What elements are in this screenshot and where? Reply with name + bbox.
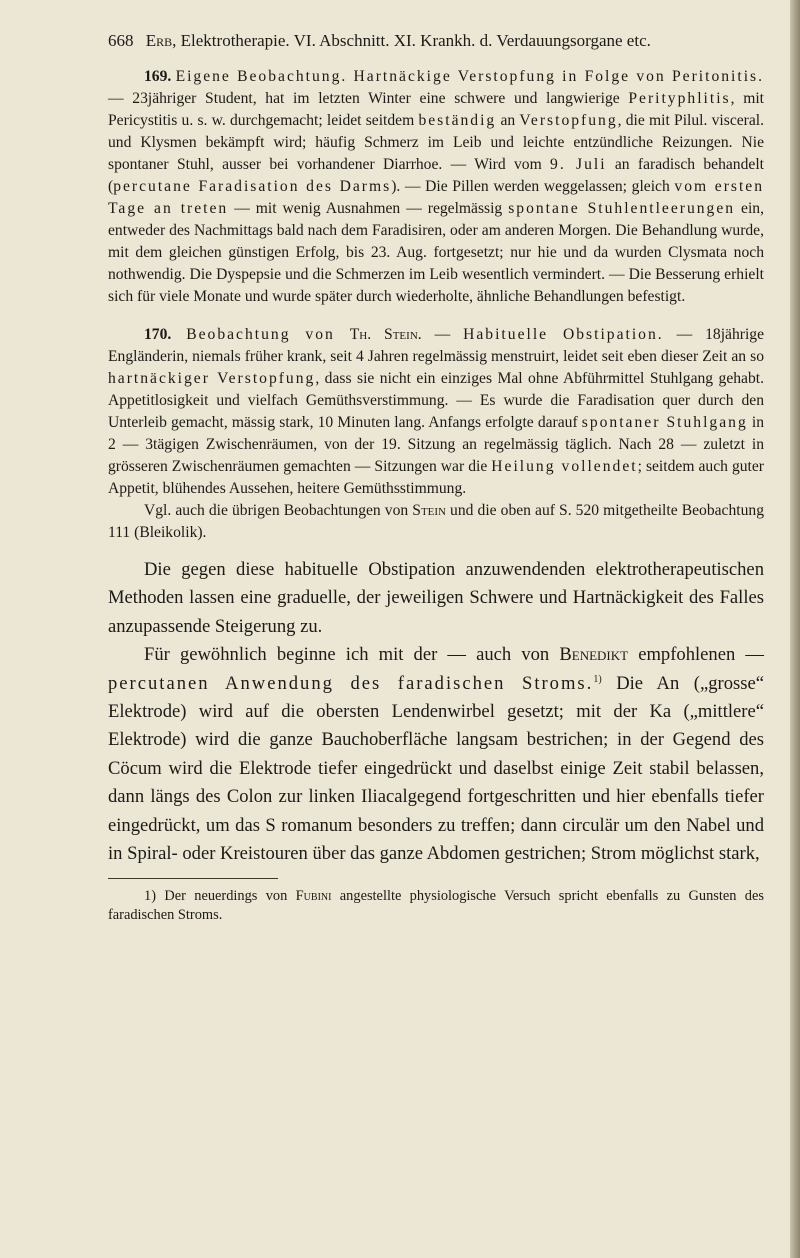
- observation-170: 170. Beobachtung von Th. Stein. — Habituelle Obstipation. — 18jährige Engländerin, niemals früher krank, seit 4 Jahren regelmässig menstruirt, leidet seit eben dieser Zeit an so hartnäckiger Verstopfung, dass sie nicht ein einziges Mal ohne Abführmittel Stuhlgang gehabt. Appetitlosigkeit und vielfach Gemüthsverstimmung. — Es wurde die Faradisation quer durch den Unterleib gemacht, mässig stark, 10 Minuten lang. Anfangs erfolgte darauf spontaner Stuhlgang in 2 — 3tägigen Zwischenräumen, von der 19. Sitzung an regelmässig täglich. Nach 28 — zuletzt in grösseren Zwischenräumen gemachten — Sitzungen war die Heilung vollendet; seitdem auch guter Appetit, blühendes Aussehen, heitere Gemüthsstimmung.: [108, 326, 765, 497]
- observation-169: 169. Eigene Beobachtung. Hartnäckige Verstopfung in Folge von Peritonitis. — 23jähriger Student, hat im letzten Winter eine schwere und langwierige Perityphlitis, mit Pericystitis u. s. w. durchgemacht; leidet seitdem beständig an Verstopfung, die mit Pilul. visceral. und Klysmen bekämpft wird; häufig Schmerz im Leib und leichte entzündliche Reizungen. Nie spontaner Stuhl, ausser bei vorhandener Diarrhoe. — Wird vom 9. Juli an faradisch behandelt (percutane Faradisation des Darms). — Die Pillen werden weggelassen; gleich vom ersten Tage an treten — mit wenig Ausnahmen — regelmässig spontane Stuhlentleerungen ein, entweder des Nachmittags bald nach dem Faradisiren, oder am anderen Morgen. Die Behandlung wurde, mit dem gleichen günstigen Erfolg, bis 23. Aug. fortgesetzt; nur hie und da wurden Clysmata noch nothwendig. Die Dyspepsie und die Schmerzen im Leib wesentlich vermindert. — Die Besserung erhielt sich für viele Monate und wurde später durch wiederholte, ähnliche Behandlungen befestigt.: [108, 68, 765, 305]
- footnote-marker: 1): [593, 673, 602, 685]
- observation-number: 170.: [144, 326, 172, 343]
- page-edge-shadow: [790, 0, 800, 1258]
- running-header: [108, 30, 764, 52]
- main-paragraph-2: Für gewöhnlich beginne ich mit der — auch von Benedikt empfohlenen — percutanen Anwendung des faradischen Stroms.$^{1)}$ Die An („grosse“ Elektrode) wird auf die obersten Lendenwirbel gesetzt; mit der Ka („mittlere“ Elektrode) wird die ganze Bauchoberfläche langsam bestrichen; in der Gegend des Cöcum wird die Elektrode tiefer eingedrückt und daselbst einige Zeit stabil belassen, dann längs des Colon zur linken Iliacalgegend fortgeschritten und hier ebenfalls tiefer eingedrückt, um das S romanum besonders zu treffen; dann circulär um den Nabel und in Spiral- oder Kreistouren über das ganze Abdomen gestrichen; Strom möglichst stark,: [108, 644, 764, 865]
- observation-title: Eigene Beobachtung. Hartnäckige Verstopfung in Folge von Peritonitis.: [175, 68, 764, 85]
- header-author: Erb: [145, 31, 173, 50]
- observation-number: 169.: [144, 68, 172, 85]
- footnote-divider: [108, 878, 278, 879]
- footnote: 1) Der neuerdings von Fubini angestellte physiologische Versuch spricht ebenfalls zu Gunsten des faradischen Stroms.: [108, 888, 764, 924]
- page-number: 668: [108, 31, 134, 50]
- see-also-paragraph: Vgl. auch die übrigen Beobachtungen von Stein und die oben auf S. 520 mitgetheilte Beobachtung 111 (Bleikolik).: [108, 502, 764, 541]
- observation-title: Beobachtung von: [171, 326, 350, 343]
- header-title: , Elektrotherapie. VI. Abschnitt. XI. Krankh. d. Verdauungsorgane etc.: [172, 31, 651, 50]
- main-paragraph-1: Die gegen diese habituelle Obstipation anzuwendenden elektrotherapeutischen Methoden lassen eine graduelle, der jeweiligen Schwere und Hartnäckigkeit des Falles anzupassende Steigerung zu.: [108, 559, 764, 637]
- page-content: [108, 30, 764, 925]
